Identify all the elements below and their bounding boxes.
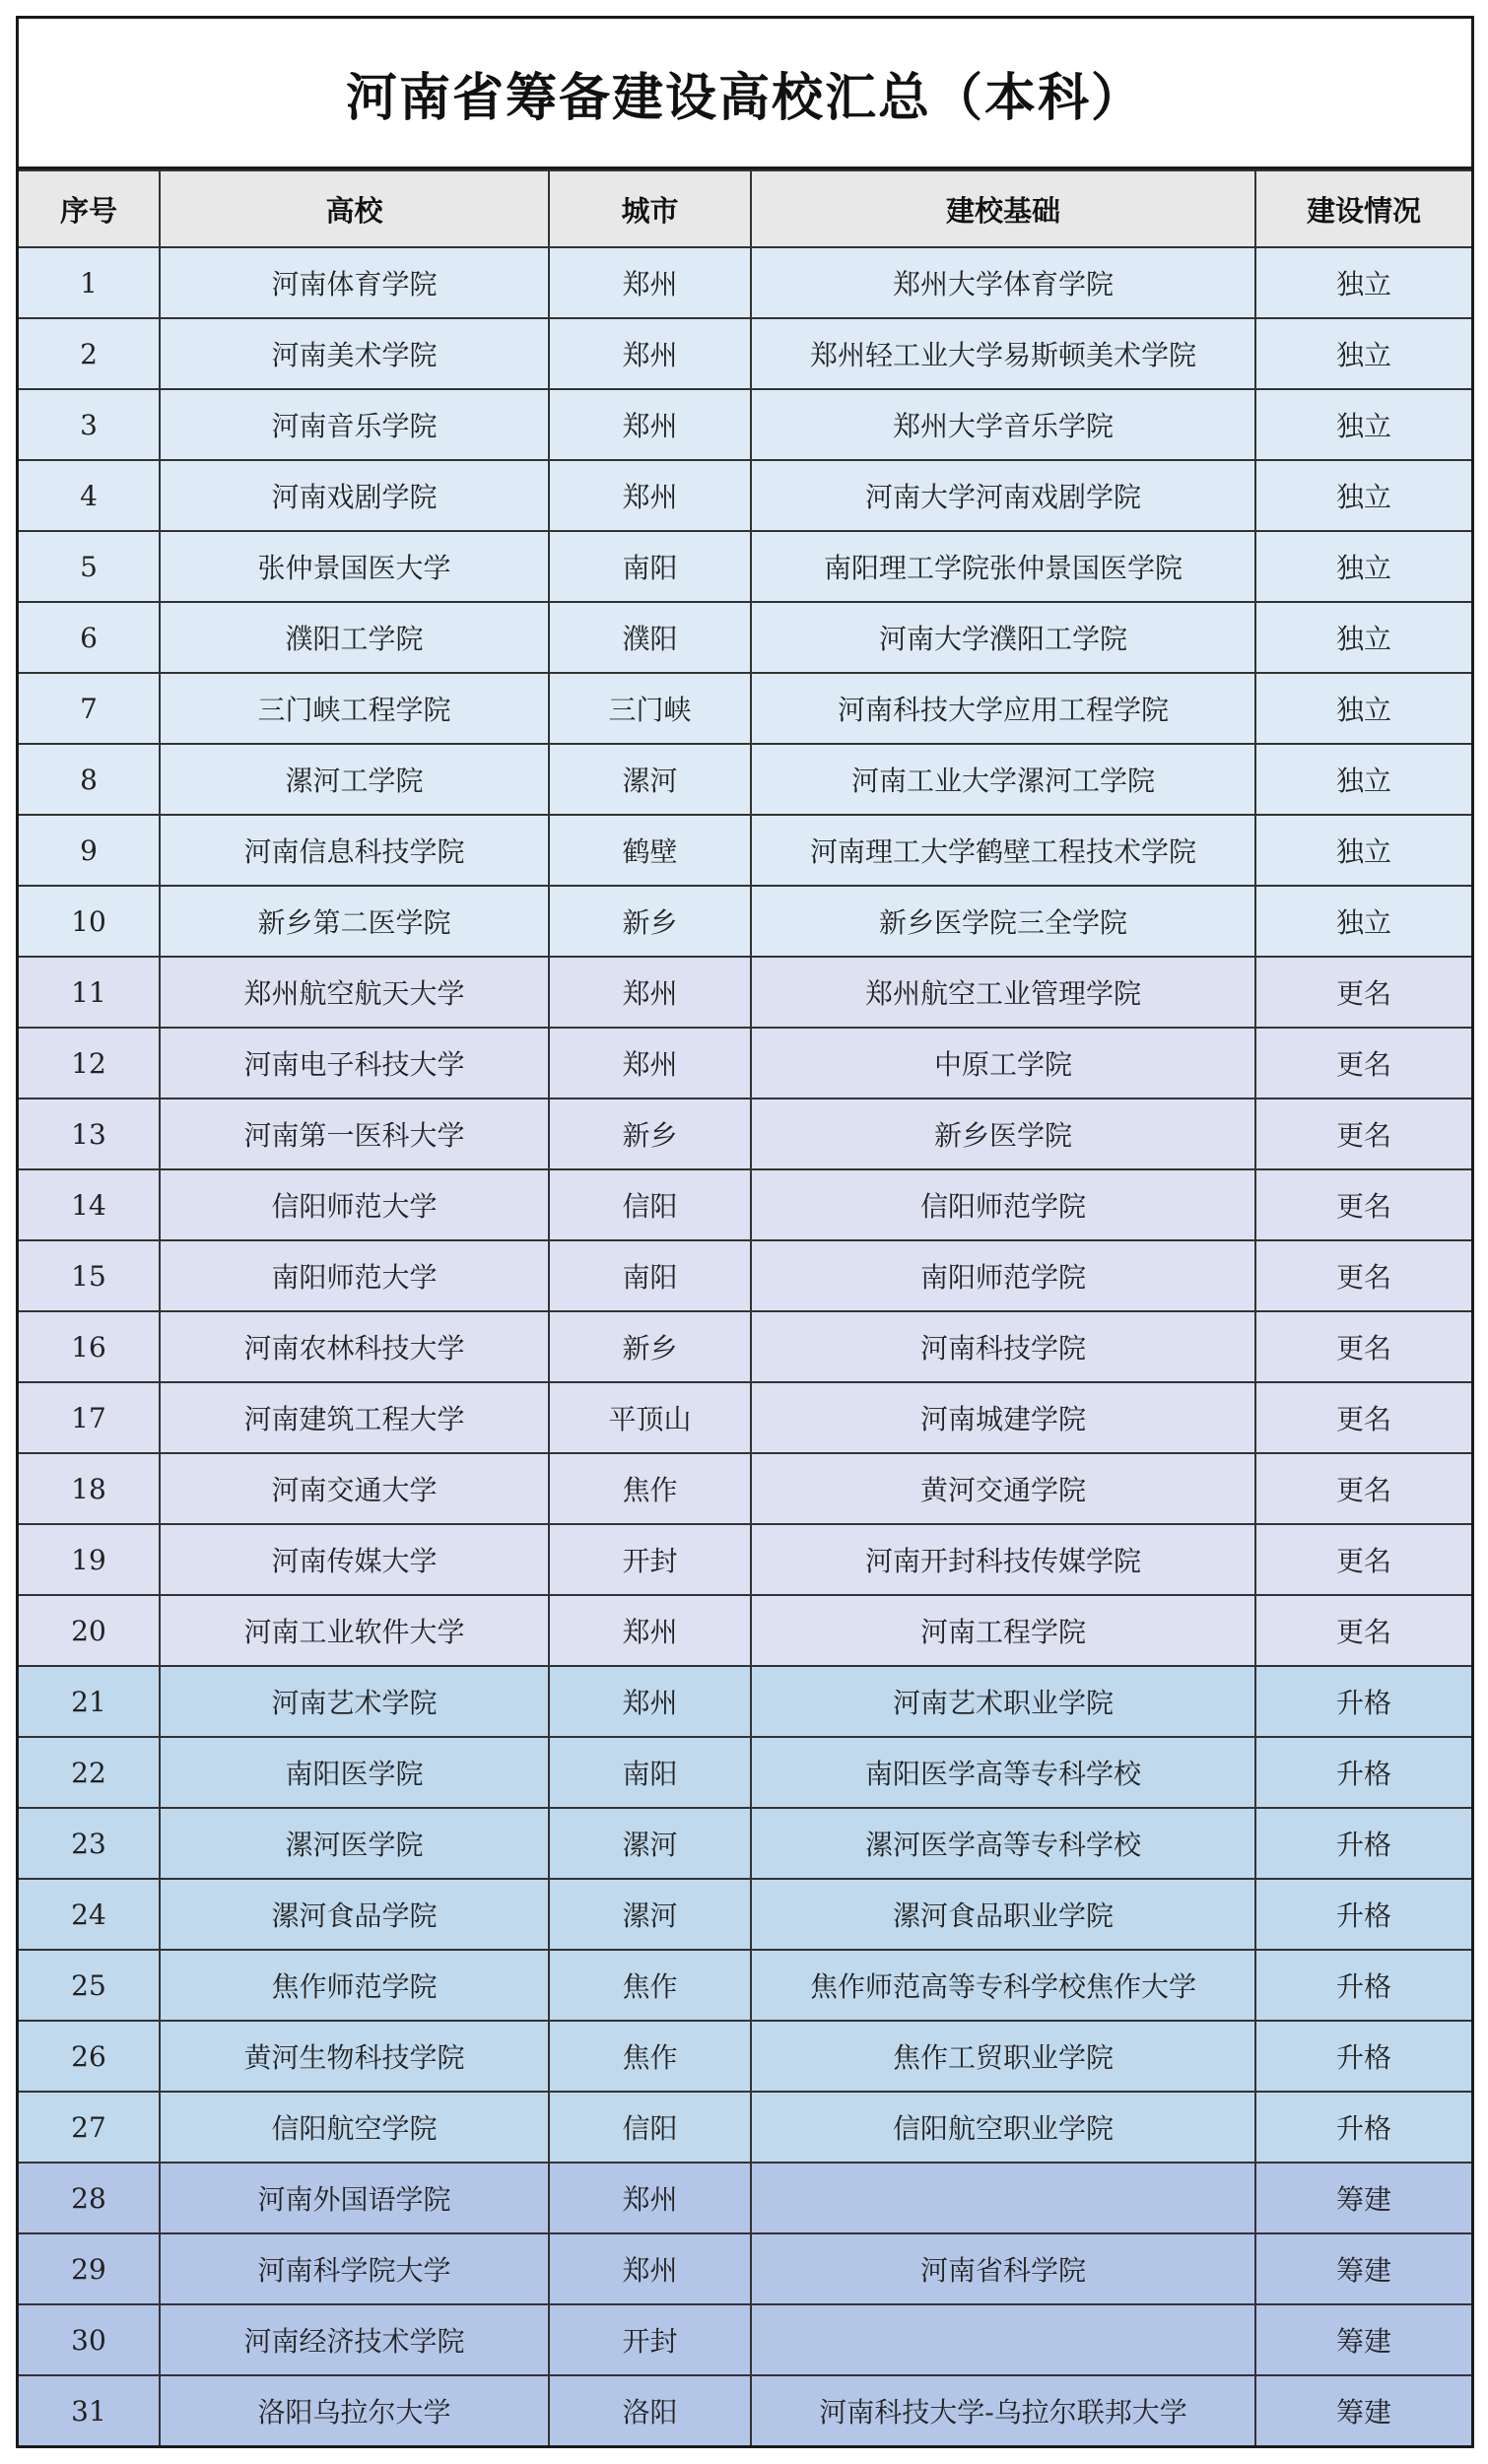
cell-index: 26 xyxy=(19,2021,160,2092)
cell-status: 独立 xyxy=(1255,886,1471,957)
cell-base: 河南科技大学-乌拉尔联邦大学 xyxy=(751,2375,1255,2445)
cell-status: 更名 xyxy=(1255,1169,1471,1240)
table-row xyxy=(19,531,1471,602)
cell-status: 独立 xyxy=(1255,815,1471,886)
cell-school: 河南交通大学 xyxy=(160,1453,549,1524)
cell-school: 河南戏剧学院 xyxy=(160,460,549,531)
table-row xyxy=(19,1524,1471,1595)
cell-school: 三门峡工程学院 xyxy=(160,673,549,744)
cell-city: 信阳 xyxy=(549,2092,751,2163)
cell-status: 独立 xyxy=(1255,531,1471,602)
cell-status: 更名 xyxy=(1255,1382,1471,1453)
cell-base: 信阳航空职业学院 xyxy=(751,2092,1255,2163)
cell-status: 更名 xyxy=(1255,1524,1471,1595)
cell-city: 郑州 xyxy=(549,460,751,531)
universities-table xyxy=(19,169,1471,2445)
cell-index: 31 xyxy=(19,2375,160,2445)
table-row xyxy=(19,247,1471,318)
cell-base: 中原工学院 xyxy=(751,1028,1255,1099)
cell-index: 16 xyxy=(19,1311,160,1382)
header-status: 建设情况 xyxy=(1255,170,1471,247)
cell-index: 18 xyxy=(19,1453,160,1524)
table-row xyxy=(19,1311,1471,1382)
table-row xyxy=(19,2375,1471,2445)
cell-index: 27 xyxy=(19,2092,160,2163)
cell-status: 更名 xyxy=(1255,1311,1471,1382)
table-row xyxy=(19,1666,1471,1737)
table-row xyxy=(19,602,1471,673)
cell-base: 河南工业大学漯河工学院 xyxy=(751,744,1255,815)
table-row xyxy=(19,2233,1471,2304)
cell-school: 河南外国语学院 xyxy=(160,2163,549,2233)
cell-city: 南阳 xyxy=(549,531,751,602)
cell-city: 鹤壁 xyxy=(549,815,751,886)
cell-status: 筹建 xyxy=(1255,2163,1471,2233)
table-row xyxy=(19,1808,1471,1879)
cell-status: 独立 xyxy=(1255,673,1471,744)
cell-city: 漯河 xyxy=(549,744,751,815)
cell-school: 河南艺术学院 xyxy=(160,1666,549,1737)
table-row xyxy=(19,1028,1471,1099)
cell-index: 30 xyxy=(19,2304,160,2375)
table-row xyxy=(19,673,1471,744)
table-row xyxy=(19,1169,1471,1240)
cell-index: 15 xyxy=(19,1240,160,1311)
cell-school: 焦作师范学院 xyxy=(160,1950,549,2021)
cell-school: 南阳师范大学 xyxy=(160,1240,549,1311)
cell-index: 23 xyxy=(19,1808,160,1879)
cell-status: 更名 xyxy=(1255,957,1471,1028)
cell-school: 河南信息科技学院 xyxy=(160,815,549,886)
cell-city: 郑州 xyxy=(549,247,751,318)
table-row xyxy=(19,460,1471,531)
cell-school: 河南体育学院 xyxy=(160,247,549,318)
cell-base: 郑州航空工业管理学院 xyxy=(751,957,1255,1028)
cell-city: 郑州 xyxy=(549,2163,751,2233)
cell-status: 筹建 xyxy=(1255,2375,1471,2445)
cell-base: 焦作工贸职业学院 xyxy=(751,2021,1255,2092)
cell-city: 南阳 xyxy=(549,1240,751,1311)
cell-city: 开封 xyxy=(549,1524,751,1595)
cell-index: 13 xyxy=(19,1099,160,1169)
table-row xyxy=(19,886,1471,957)
cell-index: 3 xyxy=(19,389,160,460)
cell-city: 郑州 xyxy=(549,1028,751,1099)
header-school: 高校 xyxy=(160,170,549,247)
cell-base: 河南工程学院 xyxy=(751,1595,1255,1666)
cell-base: 焦作师范高等专科学校焦作大学 xyxy=(751,1950,1255,2021)
cell-school: 洛阳乌拉尔大学 xyxy=(160,2375,549,2445)
table-body xyxy=(19,247,1471,2445)
cell-school: 漯河工学院 xyxy=(160,744,549,815)
cell-index: 29 xyxy=(19,2233,160,2304)
cell-base: 黄河交通学院 xyxy=(751,1453,1255,1524)
cell-base: 漯河食品职业学院 xyxy=(751,1879,1255,1950)
cell-status: 筹建 xyxy=(1255,2304,1471,2375)
cell-city: 濮阳 xyxy=(549,602,751,673)
cell-city: 郑州 xyxy=(549,2233,751,2304)
summary-sheet xyxy=(16,16,1474,2448)
cell-city: 郑州 xyxy=(549,318,751,389)
cell-base: 南阳医学高等专科学校 xyxy=(751,1737,1255,1808)
cell-base: 河南艺术职业学院 xyxy=(751,1666,1255,1737)
cell-base: 郑州大学音乐学院 xyxy=(751,389,1255,460)
cell-base: 信阳师范学院 xyxy=(751,1169,1255,1240)
cell-city: 焦作 xyxy=(549,1950,751,2021)
cell-status: 独立 xyxy=(1255,744,1471,815)
cell-school: 漯河食品学院 xyxy=(160,1879,549,1950)
cell-city: 郑州 xyxy=(549,389,751,460)
cell-status: 升格 xyxy=(1255,1950,1471,2021)
cell-status: 独立 xyxy=(1255,460,1471,531)
cell-index: 6 xyxy=(19,602,160,673)
cell-city: 漯河 xyxy=(549,1879,751,1950)
cell-status: 更名 xyxy=(1255,1099,1471,1169)
table-row xyxy=(19,2163,1471,2233)
table-row xyxy=(19,318,1471,389)
cell-index: 21 xyxy=(19,1666,160,1737)
cell-status: 独立 xyxy=(1255,318,1471,389)
table-row xyxy=(19,1950,1471,2021)
sheet-title: 河南省筹备建设高校汇总（本科） xyxy=(19,19,1471,169)
cell-index: 28 xyxy=(19,2163,160,2233)
cell-index: 12 xyxy=(19,1028,160,1099)
cell-school: 河南建筑工程大学 xyxy=(160,1382,549,1453)
cell-school: 河南农林科技大学 xyxy=(160,1311,549,1382)
cell-city: 漯河 xyxy=(549,1808,751,1879)
cell-status: 升格 xyxy=(1255,1808,1471,1879)
cell-index: 8 xyxy=(19,744,160,815)
cell-status: 升格 xyxy=(1255,2021,1471,2092)
cell-index: 20 xyxy=(19,1595,160,1666)
cell-index: 25 xyxy=(19,1950,160,2021)
cell-status: 更名 xyxy=(1255,1240,1471,1311)
table-row xyxy=(19,957,1471,1028)
table-row xyxy=(19,389,1471,460)
cell-base xyxy=(751,2163,1255,2233)
cell-status: 独立 xyxy=(1255,389,1471,460)
cell-city: 三门峡 xyxy=(549,673,751,744)
cell-city: 郑州 xyxy=(549,957,751,1028)
cell-base: 郑州轻工业大学易斯顿美术学院 xyxy=(751,318,1255,389)
table-row xyxy=(19,1382,1471,1453)
cell-status: 更名 xyxy=(1255,1028,1471,1099)
cell-index: 19 xyxy=(19,1524,160,1595)
cell-city: 焦作 xyxy=(549,1453,751,1524)
cell-index: 17 xyxy=(19,1382,160,1453)
cell-school: 信阳航空学院 xyxy=(160,2092,549,2163)
table-row xyxy=(19,1453,1471,1524)
cell-city: 洛阳 xyxy=(549,2375,751,2445)
cell-city: 焦作 xyxy=(549,2021,751,2092)
cell-base xyxy=(751,2304,1255,2375)
cell-base: 南阳师范学院 xyxy=(751,1240,1255,1311)
cell-city: 开封 xyxy=(549,2304,751,2375)
cell-school: 河南工业软件大学 xyxy=(160,1595,549,1666)
cell-base: 河南理工大学鹤壁工程技术学院 xyxy=(751,815,1255,886)
cell-base: 河南科技学院 xyxy=(751,1311,1255,1382)
cell-school: 河南美术学院 xyxy=(160,318,549,389)
cell-school: 濮阳工学院 xyxy=(160,602,549,673)
cell-index: 11 xyxy=(19,957,160,1028)
table-row xyxy=(19,2021,1471,2092)
cell-base: 河南大学河南戏剧学院 xyxy=(751,460,1255,531)
cell-school: 河南科学院大学 xyxy=(160,2233,549,2304)
header-row xyxy=(19,170,1471,247)
cell-base: 河南省科学院 xyxy=(751,2233,1255,2304)
cell-school: 信阳师范大学 xyxy=(160,1169,549,1240)
cell-school: 黄河生物科技学院 xyxy=(160,2021,549,2092)
cell-school: 张仲景国医大学 xyxy=(160,531,549,602)
cell-city: 郑州 xyxy=(549,1666,751,1737)
cell-index: 4 xyxy=(19,460,160,531)
table-row xyxy=(19,1737,1471,1808)
cell-index: 24 xyxy=(19,1879,160,1950)
cell-school: 河南电子科技大学 xyxy=(160,1028,549,1099)
cell-base: 南阳理工学院张仲景国医学院 xyxy=(751,531,1255,602)
cell-school: 新乡第二医学院 xyxy=(160,886,549,957)
header-index: 序号 xyxy=(19,170,160,247)
cell-index: 10 xyxy=(19,886,160,957)
cell-base: 新乡医学院三全学院 xyxy=(751,886,1255,957)
cell-school: 河南传媒大学 xyxy=(160,1524,549,1595)
table-row xyxy=(19,744,1471,815)
cell-status: 独立 xyxy=(1255,247,1471,318)
cell-city: 新乡 xyxy=(549,1099,751,1169)
cell-city: 平顶山 xyxy=(549,1382,751,1453)
cell-school: 河南第一医科大学 xyxy=(160,1099,549,1169)
cell-index: 7 xyxy=(19,673,160,744)
cell-base: 河南科技大学应用工程学院 xyxy=(751,673,1255,744)
cell-base: 漯河医学高等专科学校 xyxy=(751,1808,1255,1879)
cell-school: 郑州航空航天大学 xyxy=(160,957,549,1028)
cell-school: 漯河医学院 xyxy=(160,1808,549,1879)
cell-index: 22 xyxy=(19,1737,160,1808)
cell-school: 河南经济技术学院 xyxy=(160,2304,549,2375)
cell-city: 新乡 xyxy=(549,1311,751,1382)
cell-base: 河南开封科技传媒学院 xyxy=(751,1524,1255,1595)
cell-status: 独立 xyxy=(1255,602,1471,673)
cell-index: 14 xyxy=(19,1169,160,1240)
cell-base: 河南大学濮阳工学院 xyxy=(751,602,1255,673)
cell-index: 2 xyxy=(19,318,160,389)
cell-index: 9 xyxy=(19,815,160,886)
cell-index: 1 xyxy=(19,247,160,318)
cell-city: 新乡 xyxy=(549,886,751,957)
header-city: 城市 xyxy=(549,170,751,247)
cell-base: 河南城建学院 xyxy=(751,1382,1255,1453)
cell-status: 升格 xyxy=(1255,2092,1471,2163)
table-row xyxy=(19,2092,1471,2163)
cell-city: 信阳 xyxy=(549,1169,751,1240)
table-row xyxy=(19,815,1471,886)
cell-status: 筹建 xyxy=(1255,2233,1471,2304)
cell-status: 升格 xyxy=(1255,1737,1471,1808)
table-row xyxy=(19,1240,1471,1311)
cell-index: 5 xyxy=(19,531,160,602)
table-row xyxy=(19,1879,1471,1950)
cell-base: 新乡医学院 xyxy=(751,1099,1255,1169)
cell-status: 更名 xyxy=(1255,1595,1471,1666)
cell-city: 郑州 xyxy=(549,1595,751,1666)
header-base: 建校基础 xyxy=(751,170,1255,247)
cell-school: 河南音乐学院 xyxy=(160,389,549,460)
cell-status: 升格 xyxy=(1255,1879,1471,1950)
cell-city: 南阳 xyxy=(549,1737,751,1808)
cell-status: 更名 xyxy=(1255,1453,1471,1524)
table-row xyxy=(19,1099,1471,1169)
cell-status: 升格 xyxy=(1255,1666,1471,1737)
cell-school: 南阳医学院 xyxy=(160,1737,549,1808)
table-row xyxy=(19,2304,1471,2375)
table-row xyxy=(19,1595,1471,1666)
cell-base: 郑州大学体育学院 xyxy=(751,247,1255,318)
